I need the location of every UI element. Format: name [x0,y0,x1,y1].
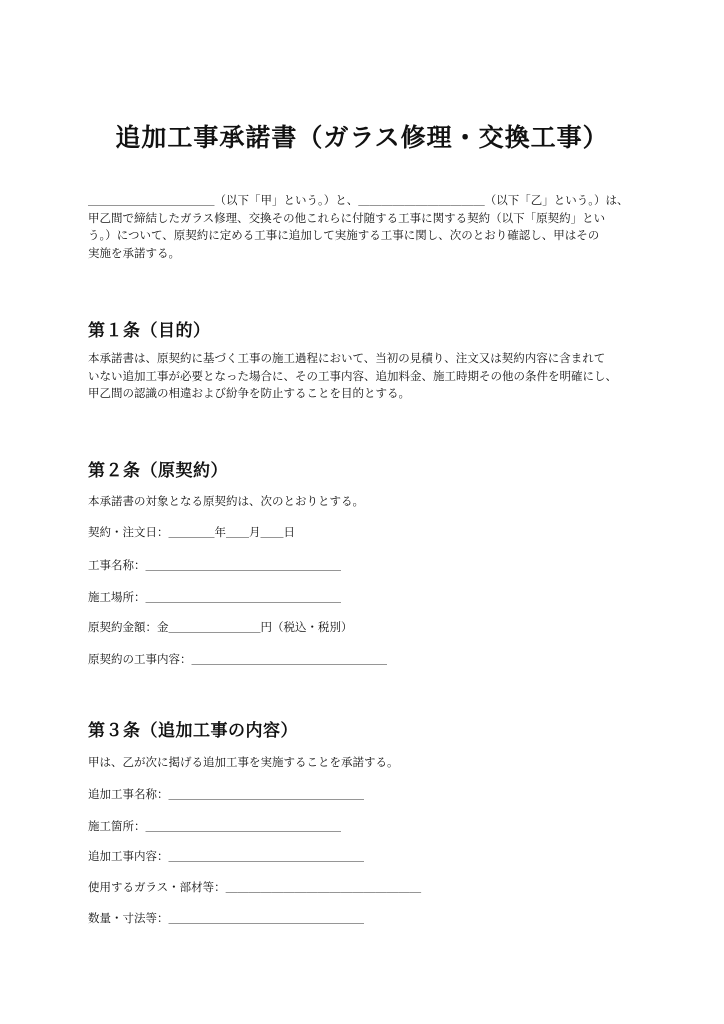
additional-work-content-field: 追加工事内容：＿＿＿＿＿＿＿＿＿＿＿＿＿＿＿＿＿ [88,849,364,863]
intro-line: 甲乙間で締結したガラス修理、交換その他これらに付随する工事に関する契約（以下「原契約」とい [88,210,606,225]
article1-line: 本承諾書は、原契約に基づく工事の施工過程において、当初の見積り、注文又は契約内容に含まれて [88,351,606,365]
work-name-field: 工事名称：＿＿＿＿＿＿＿＿＿＿＿＿＿＿＿＿＿ [88,558,341,572]
article1-heading: 第１条（目的） [88,321,211,341]
work-area-field: 施工箇所：＿＿＿＿＿＿＿＿＿＿＿＿＿＿＿＿＿ [88,819,341,833]
intro-line: う。）について、原契約に定める工事に追加して実施する工事に関し、次のとおり確認し、甲はその [88,228,600,242]
contract-amount-field: 原契約金額：金＿＿＿＿＿＿＿＿円（税込・税別） [88,620,353,634]
intro-line: ＿＿＿＿＿＿＿＿＿＿＿（以下「甲」という。）と、＿＿＿＿＿＿＿＿＿＿＿（以下「乙」という。）は、 [88,193,629,207]
intro-paragraph [88,192,648,262]
work-location-field: 施工場所：＿＿＿＿＿＿＿＿＿＿＿＿＿＿＿＿＿ [88,590,341,604]
article1-line: いない追加工事が必要となった場合に、その工事内容、追加料金、施工時期その他の条件を明確にし、 [88,368,617,383]
original-work-content-field: 原契約の工事内容：＿＿＿＿＿＿＿＿＿＿＿＿＿＿＿＿＿ [88,652,387,666]
article2-lead: 本承諾書の対象となる原契約は、次のとおりとする。 [88,494,364,508]
quantity-size-field: 数量・寸法等：＿＿＿＿＿＿＿＿＿＿＿＿＿＿＿＿＿ [88,911,364,925]
article1-paragraph [88,350,648,403]
article3-heading: 第３条（追加工事の内容） [88,721,298,741]
article1-line: 甲乙間の認識の相違および紛争を防止することを目的とする。 [88,386,410,400]
article3-lead: 甲は、乙が次に掲げる追加工事を実施することを承諾する。 [88,755,399,769]
additional-work-name-field: 追加工事名称：＿＿＿＿＿＿＿＿＿＿＿＿＿＿＿＿＿ [88,787,364,801]
document-title: 追加工事承諾書（ガラス修理・交換工事） [115,123,609,152]
intro-line: 実施を承諾する。 [88,245,180,260]
materials-field: 使用するガラス・部材等：＿＿＿＿＿＿＿＿＿＿＿＿＿＿＿＿＿ [88,880,422,894]
article2-heading: 第２条（原契約） [88,461,228,481]
contract-date-field: 契約・注文日：＿＿＿＿年＿＿月＿＿日 [88,525,295,539]
